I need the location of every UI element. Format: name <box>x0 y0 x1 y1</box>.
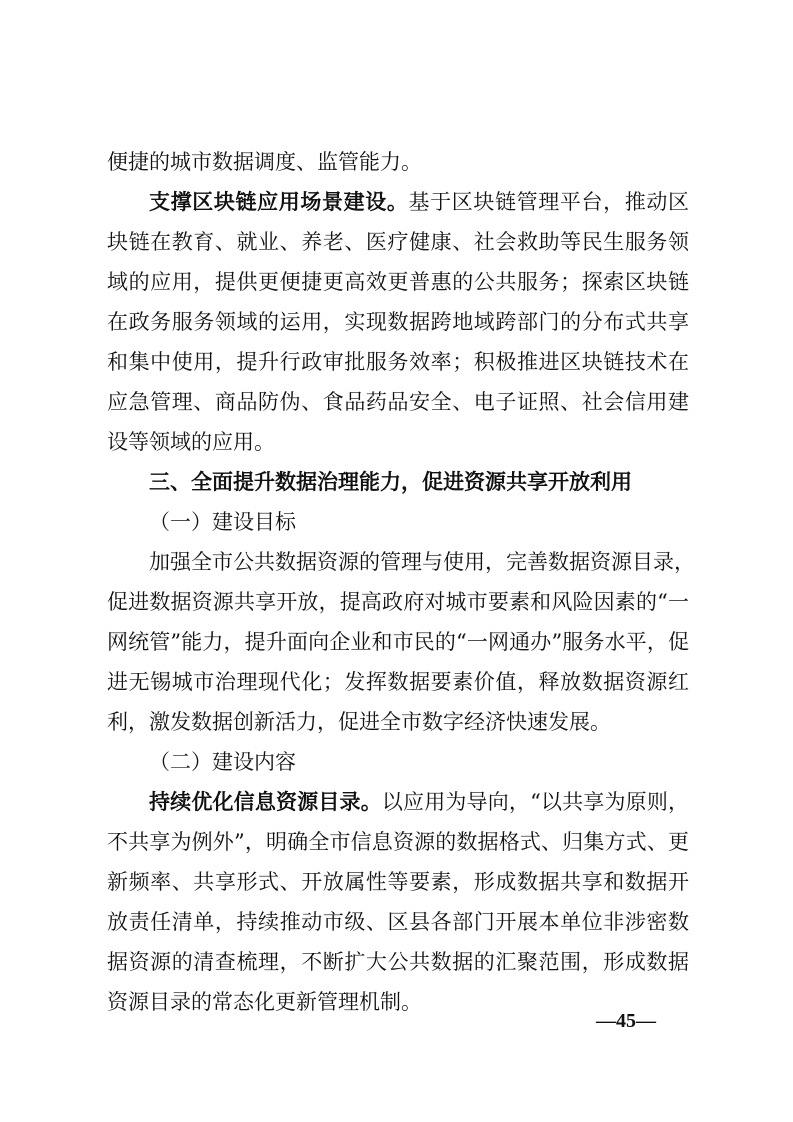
bold-lead-text: 持续优化信息资源目录。 <box>149 790 382 814</box>
paragraph-line: 块链在教育、就业、养老、医疗健康、社会救助等民生服务领 <box>107 230 689 254</box>
paragraph-line: 放责任清单，持续推动市级、区县各部门开展本单位非涉密数 <box>107 910 689 934</box>
paragraph-line: 进无锡城市治理现代化；发挥数据要素价值，释放数据资源红 <box>107 670 689 694</box>
paragraph-line: 域的应用，提供更便捷更高效更普惠的公共服务；探索区块链 <box>107 270 689 294</box>
section-heading: 三、全面提升数据治理能力，促进资源共享开放利用 <box>149 470 632 494</box>
paragraph-line: 在政务服务领域的运用，实现数据跨地域跨部门的分布式共享 <box>107 310 689 334</box>
paragraph-line: 促进数据资源共享开放，提高政府对城市要素和风险因素的“一 <box>107 590 689 614</box>
paragraph-line: 应急管理、商品防伪、食品药品安全、电子证照、社会信用建 <box>107 390 689 414</box>
paragraph-line: 新频率、共享形式、开放属性等要素，形成数据共享和数据开 <box>107 870 689 894</box>
paragraph-line: 和集中使用，提升行政审批服务效率；积极推进区块链技术在 <box>107 350 689 374</box>
paragraph-line: 加强全市公共数据资源的管理与使用，完善数据资源目录， <box>149 550 695 574</box>
paragraph-text: 以应用为导向，“以共享为原则， <box>381 790 689 814</box>
paragraph-line: 设等领域的应用。 <box>107 430 275 454</box>
subsection-heading: （二）建设内容 <box>149 750 296 774</box>
paragraph-line: 据资源的清查梳理，不断扩大公共数据的汇聚范围，形成数据 <box>107 950 689 974</box>
paragraph-line <box>107 782 689 822</box>
paragraph-line: 利，激发数据创新活力，促进全市数字经济快速发展。 <box>107 710 611 734</box>
paragraph-text: 基于区块链管理平台，推动区 <box>408 190 689 214</box>
page-number: —45— <box>596 1010 656 1032</box>
paragraph-line: 资源目录的常态化更新管理机制。 <box>107 990 422 1014</box>
body-text <box>107 142 695 1022</box>
paragraph-line: 网统管”能力，提升面向企业和市民的“一网通办”服务水平，促 <box>107 630 689 654</box>
bold-lead-text: 支撑区块链应用场景建设。 <box>149 190 409 214</box>
paragraph-line <box>107 182 689 222</box>
subsection-heading: （一）建设目标 <box>149 510 296 534</box>
paragraph-line: 不共享为例外”，明确全市信息资源的数据格式、归集方式、更 <box>107 830 689 854</box>
paragraph-line: 便捷的城市数据调度、监管能力。 <box>107 150 422 174</box>
